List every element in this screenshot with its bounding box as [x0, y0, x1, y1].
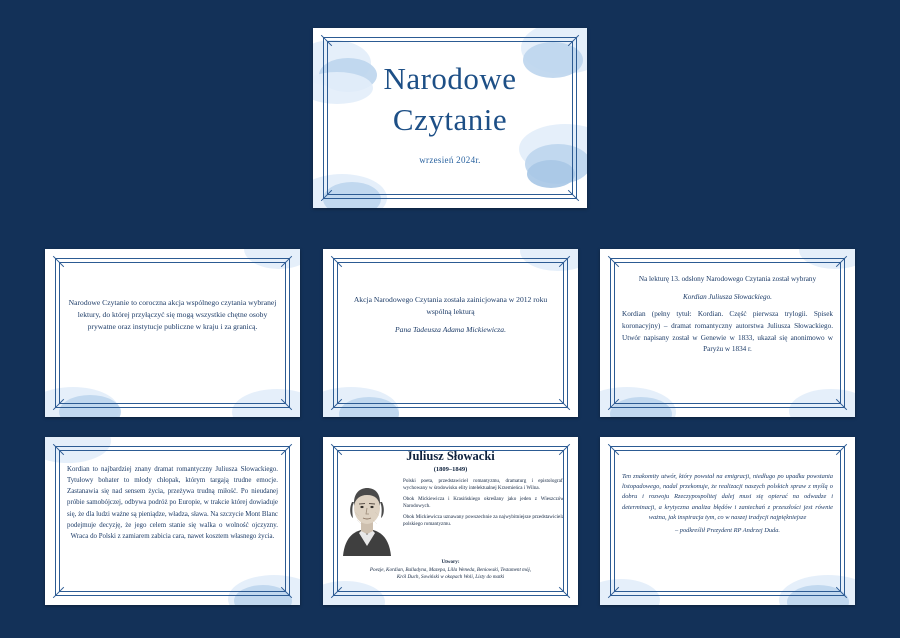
slide-1[interactable]: [45, 249, 300, 417]
frame-corner-icon: [559, 587, 570, 598]
slide-3-paragraph-3: Kordian (pełny tytuł: Kordian. Część pierwsza trylogii. Spisek koronacyjny) – dramat romantyczny autorstwa Juliusza Słowackiego. Utwór napisany został w Genewie w 1833, ukazał się anonimowo w Paryżu w 1834 r.: [622, 310, 833, 354]
slide-2-body: [323, 249, 578, 381]
biography-columns: [337, 478, 564, 556]
quote-signature: – podkreślił Prezydent RP Andrzej Duda.: [674, 527, 781, 535]
frame-corner-icon: [559, 444, 570, 455]
title-line-2: Czytanie: [392, 101, 508, 137]
slide-3-paragraph-2: Kordian Juliusza Słowackiego.: [683, 292, 772, 301]
frame-corner-icon: [321, 35, 332, 46]
title-block: [313, 28, 587, 165]
frame-corner-icon: [331, 587, 342, 598]
frame-corner-icon: [53, 444, 64, 455]
frame-corner-icon: [281, 587, 292, 598]
biography-works: [337, 559, 564, 582]
biography-name: Juliusz Słowacki: [406, 449, 495, 463]
slide-5-biography[interactable]: [323, 437, 578, 605]
slide-6-body: [600, 437, 855, 569]
slide-1-paragraph: Narodowe Czytanie to coroczna akcja wspólnego czytania wybranej lektury, do której przyłączyć się mogą wszystkie chętne osoby prywatne oraz instytucje publiczne w kraju i za granicą.: [68, 297, 277, 332]
slide-4-body: [45, 437, 300, 569]
slide-4[interactable]: [45, 437, 300, 605]
slide-1-body: [45, 249, 300, 381]
frame-corner-icon: [331, 256, 342, 267]
biography-paragraph-2: Obok Mickiewicza i Krasińskiego określany jako jeden z Wieszczów Narodowych.: [403, 495, 564, 510]
portrait-image: [337, 478, 397, 556]
slide-2[interactable]: [323, 249, 578, 417]
frame-corner-icon: [559, 256, 570, 267]
frame-corner-icon: [281, 256, 292, 267]
title-line-1: Narodowe: [383, 61, 517, 96]
slide-5-body: [323, 437, 578, 581]
works-label: Utwory:: [441, 559, 460, 565]
frame-corner-icon: [568, 35, 579, 46]
biography-paragraph-1: Polski poeta, przedstawiciel romantyzmu, dramaturg i epistolograf; wychowany w środowisku elity intelektualnej Krzemieńca i Wilna.: [403, 478, 564, 492]
frame-corner-icon: [53, 587, 64, 598]
frame-corner-icon: [281, 399, 292, 410]
frame-corner-icon: [836, 587, 847, 598]
frame-corner-icon: [608, 256, 619, 267]
works-line-2: Król Duch, Sowiński w okopach Woli, Listy do matki: [396, 574, 505, 581]
frame-corner-icon: [331, 399, 342, 410]
frame-corner-icon: [608, 399, 619, 410]
frame-corner-icon: [281, 444, 292, 455]
slide-title[interactable]: [313, 28, 587, 208]
frame-corner-icon: [608, 587, 619, 598]
frame-corner-icon: [836, 444, 847, 455]
frame-corner-icon: [53, 399, 64, 410]
frame-corner-icon: [568, 190, 579, 201]
quote-text: Ten znakomity utwór, który powstał na emigracji, niedługo po upadku powstania listopadowego, nadal przekonuje, że realizacji naszych polskich spraw z myślą o dobru i rozwoju Rzeczypospolitej dalej musi się opierać na odwadze i determinacji, a krytyczna analiza błędów i zaniechań z przeszłości jest równie ważna, jak inspiracja tym, co w naszej tradycji najpiękniejsze: [622, 472, 833, 521]
biography-years: (1809–1849): [433, 466, 468, 473]
frame-corner-icon: [836, 256, 847, 267]
slide-3-body: [600, 249, 855, 381]
frame-corner-icon: [608, 444, 619, 455]
frame-corner-icon: [559, 399, 570, 410]
works-line-1: Poezje, Kordian, Balladyna, Mazepa, Lilla Weneda, Beniowski, Testament mój,: [369, 566, 532, 573]
slide-2-paragraph-2: Pana Tadeusza Adama Mickiewicza.: [395, 325, 506, 335]
slide-6-quote[interactable]: [600, 437, 855, 605]
frame-corner-icon: [53, 256, 64, 267]
frame-corner-icon: [331, 444, 342, 455]
slide-2-paragraph-1: Akcja Narodowego Czytania została zainicjowana w 2012 roku wspólną lekturą: [353, 294, 548, 316]
slide-3-paragraph-1: Na lekturę 13. odsłony Narodowego Czytania został wybrany: [638, 275, 817, 284]
biography-paragraph-3: Obok Mickiewicza uznawany powszechnie za najwybitniejsze przedstawiciela polskiego romantyzmu.: [403, 513, 564, 527]
slide-3[interactable]: [600, 249, 855, 417]
title-date: wrzesień 2024r.: [419, 154, 481, 165]
biography-text: [403, 478, 564, 531]
frame-corner-icon: [836, 399, 847, 410]
slide-4-paragraph: Kordian to najbardziej znany dramat romantyczny Juliusza Słowackiego. Tytułowy bohater to młody chłopak, którym targają trudne emocje. Zastanawia się nad sensem życia, przeżywa trudną miłość. Po nieudanej próbie samobójczej, odbywa podróż po Europie, w trakcie której dowiaduje się, że dla ludzi ważne są pieniądze, władza, sława. Na szczycie Mont Blanc podejmuje decyzję, że jego celem stanie się walka o wolność ojczyzny. Wraca do Polski z zamiarem zabicia cara, nawet kosztem własnego życia.: [67, 465, 278, 540]
frame-corner-icon: [321, 190, 332, 201]
